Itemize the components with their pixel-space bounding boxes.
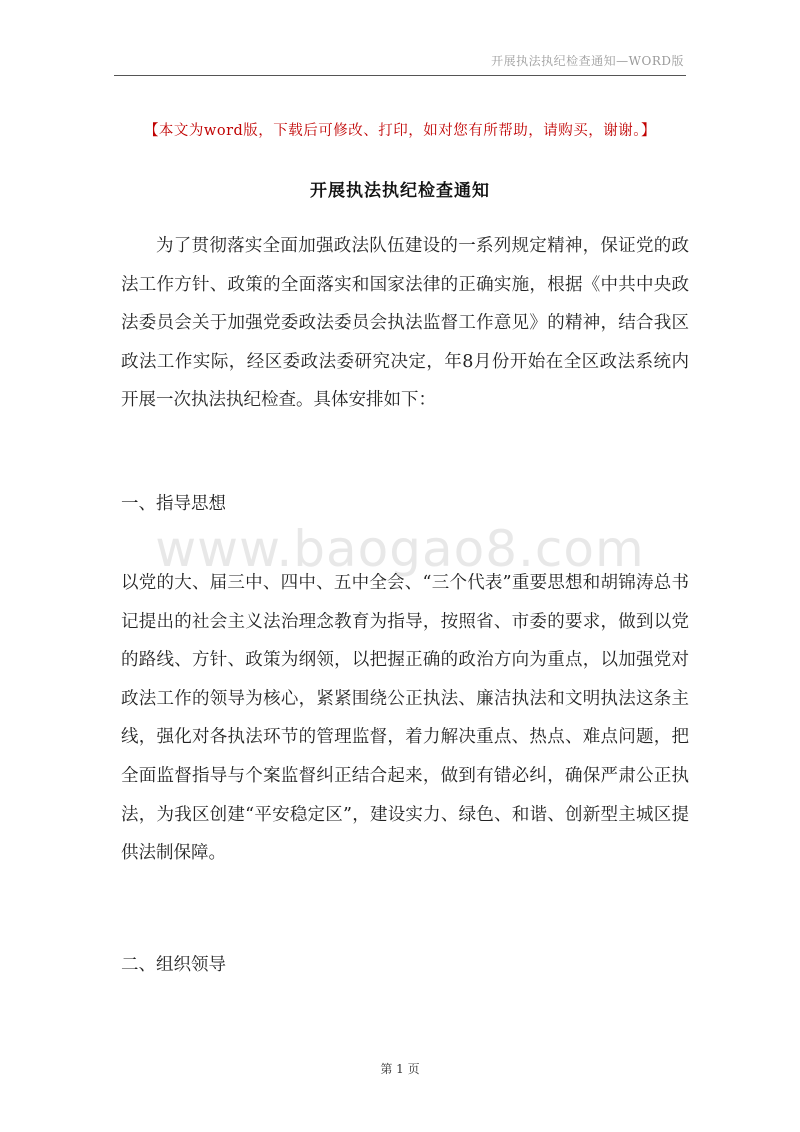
page-number: 第 1 页 (380, 1062, 420, 1076)
document-title: 开展执法执纪检查通知 (310, 181, 490, 201)
guiding-ideology-paragraph: 以党的大、届三中、四中、五中全会、“三个代表”重要思想和胡锦涛总书记提出的社会主义法治理念教育为指导，按照省、市委的要求，做到以党的路线、方针、政策为纲领，以把握正确的政治方向为重点，以加强党对政法工作的领导为核心，紧紧围绕公正执法、廉洁执法和文明执法这条主线，强化对各执法环节的管理监督，着力解决重点、热点、难点问题，把全面监督指导与个案监督纠正结合起来，做到有错必纠，确保严肃公正执法，为我区创建“平安稳定区”，建设实力、绿色、和谐、创新型主城区提供法制保障。 (121, 573, 689, 864)
section-heading-organization: 二、组织领导 (121, 955, 226, 975)
watermark: www.baogao8.com (155, 520, 645, 578)
section-heading-guiding-ideology: 一、指导思想 (121, 494, 226, 514)
purchase-notice: 【本文为word版，下载后可修改、打印，如对您有所帮助，请购买，谢谢。】 (143, 123, 657, 139)
running-header: 开展执法执纪检查通知—WORD版 (491, 54, 684, 68)
intro-paragraph: 为了贯彻落实全面加强政法队伍建设的一系列规定精神，保证党的政法工作方针、政策的全面落实和国家法律的正确实施，根据《中共中央政法委员会关于加强党委政法委员会执法监督工作意见》的精神，结合我区政法工作实际，经区委政法委研究决定，年8月份开始在全区政法系统内开展一次执法执纪检查。具体安排如下： (121, 236, 689, 411)
header-divider (114, 75, 686, 76)
